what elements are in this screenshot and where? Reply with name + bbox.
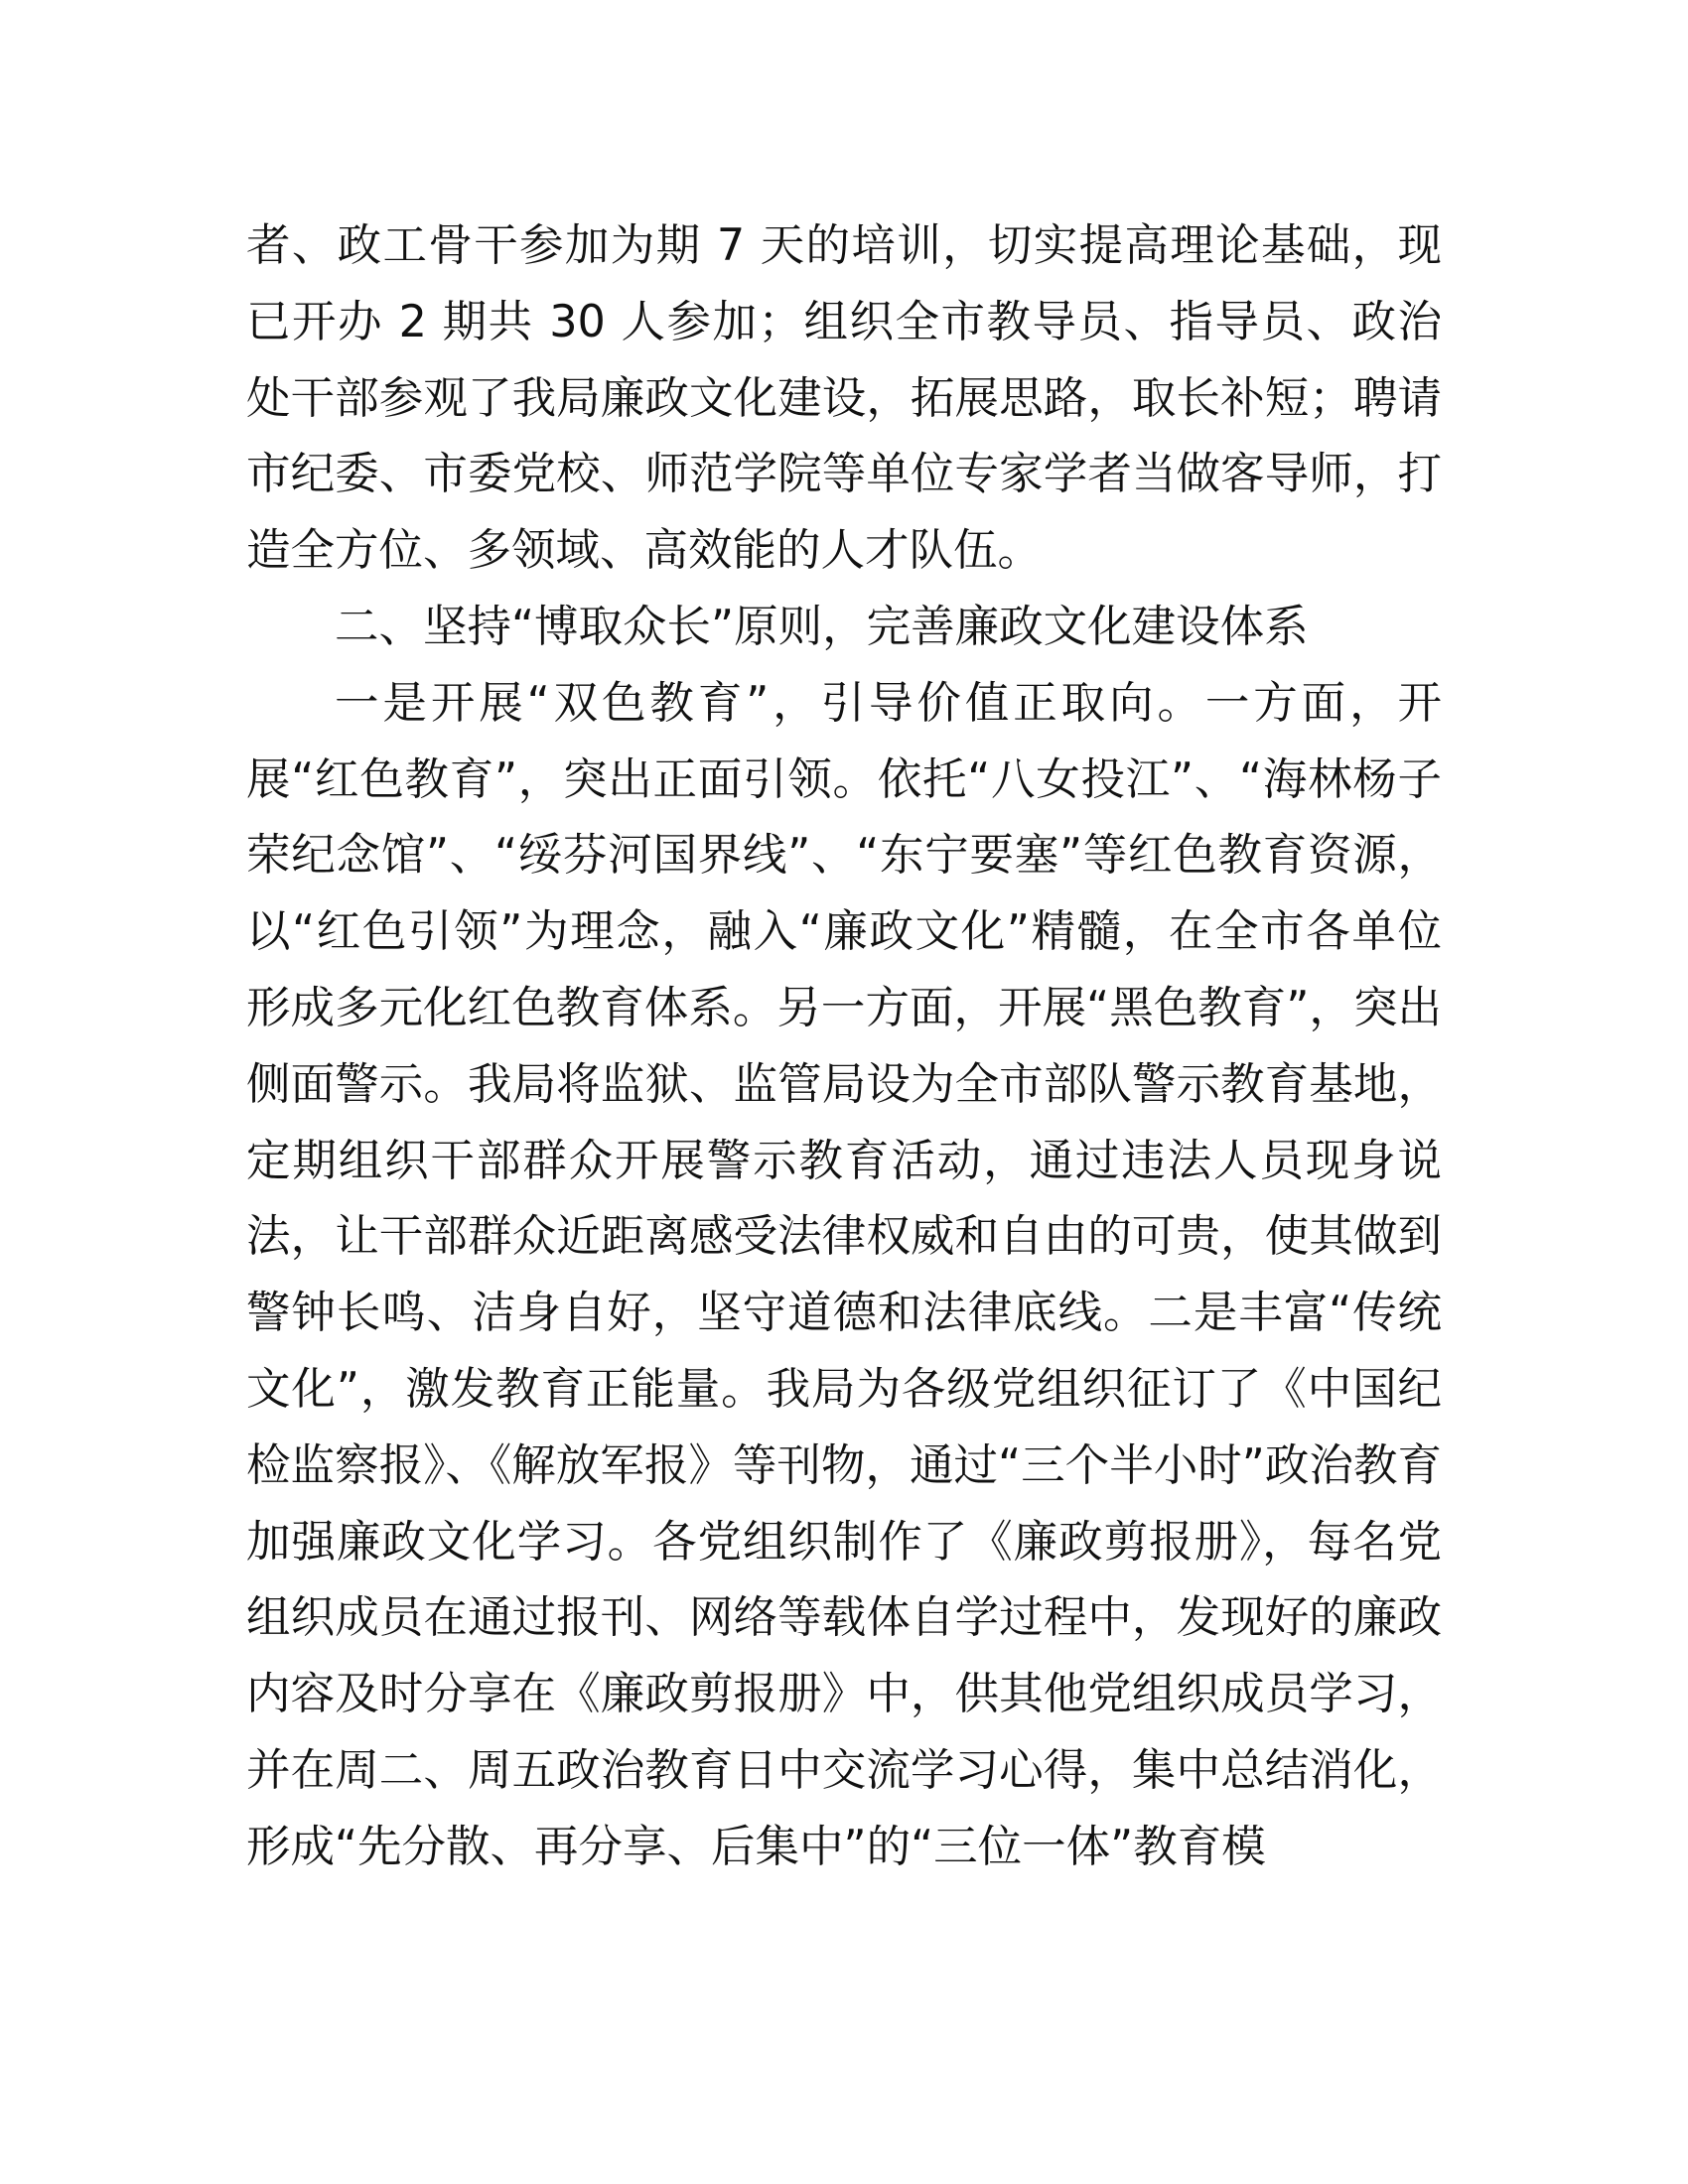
paragraph-body: 一是开展“双色教育”，引导价值正取向。一方面，开展“红色教育”，突出正面引领。依托“八女投江”、“海林杨子荣纪念馆”、“绥芬河国界线”、“东宁要塞”等红色教育资源，以“红色引领”为理念，融入“廉政文化”精髓，在全市各单位形成多元化红色教育体系。另一方面，开展“黑色教育”，突出侧面警示。我局将监狱、监管局设为全市部队警示教育基地，定期组织干部群众开展警示教育活动，通过违法人员现身说法，让干部群众近距离感受法律权威和自由的可贵，使其做到警钟长鸣、洁身自好，坚守道德和法律底线。二是丰富“传统文化”，激发教育正能量。我局为各级党组织征订了《中国纪检监察报》、《解放军报》等刊物，通过“三个半小时”政治教育加强廉政文化学习。各党组织制作了《廉政剪报册》，每名党组织成员在通过报刊、网络等载体自学过程中，发现好的廉政内容及时分享在《廉政剪报册》中，供其他党组织成员学习，并在周二、周五政治教育日中交流学习心得，集中总结消化，形成“先分散、再分享、后集中”的“三位一体”教育模 [246, 677, 1442, 1872]
document-body [246, 208, 1442, 1886]
paragraph-continuation: 者、政工骨干参加为期 7 天的培训，切实提高理论基础，现已开办 2 期共 30 人参加；组织全市教导员、指导员、政治处干部参观了我局廉政文化建设，拓展思路，取长补短；聘请市纪委、市委党校、师范学院等单位专家学者当做客导师，打造全方位、多领域、高效能的人才队伍。 [246, 220, 1442, 577]
section-heading: 二、坚持“博取众长”原则，完善廉政文化建设体系 [335, 601, 1309, 652]
